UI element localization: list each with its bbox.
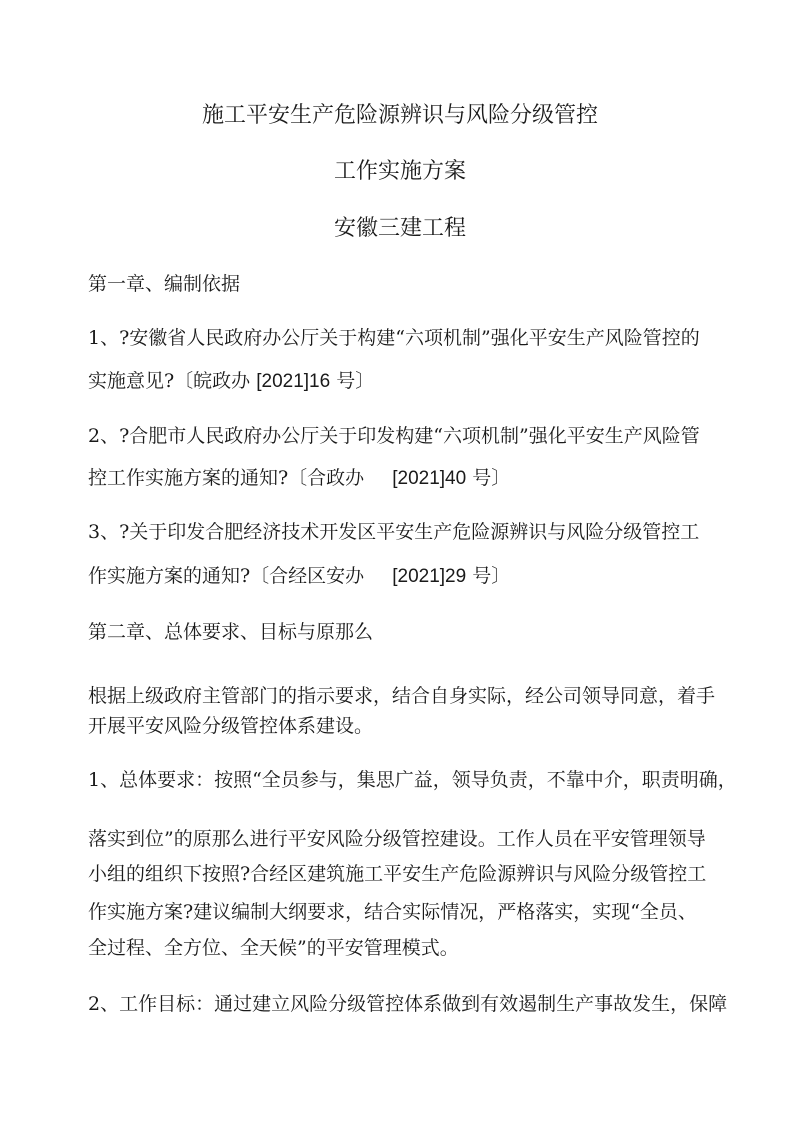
- ref2-text: 控工作实施方案的通知?〔合政办: [88, 467, 365, 489]
- ref1-suffix: 号〕: [336, 370, 375, 392]
- ref1-number: [2021]16: [256, 371, 331, 392]
- doc-title: 施工平安生产危险源辨识与风险分级管控: [201, 103, 598, 128]
- chapter2-heading: 第二章、总体要求、目标与原那么: [88, 621, 374, 643]
- requirement-line1: 1、总体要求：按照“全员参与，集思广益，领导负责，不靠中介，职责明确，: [88, 769, 737, 791]
- ref1-text: 实施意见?〔皖政办: [88, 370, 251, 392]
- ref2-number: [2021]40: [392, 468, 467, 489]
- ref2-line2: [88, 466, 510, 491]
- ref3-line2: [88, 564, 510, 589]
- ref1-line1: 1、?安徽省人民政府办公厅关于构建“六项机制”强化平安生产风险管控的: [88, 327, 700, 349]
- ref2-line1: 2、?合肥市人民政府办公厅关于印发构建“六项机制”强化平安生产风险管: [88, 425, 700, 447]
- doc-company: 安徽三建工程: [333, 216, 466, 241]
- doc-subtitle: 工作实施方案: [333, 159, 466, 184]
- ref2-suffix: 号〕: [472, 467, 511, 489]
- ref3-number: [2021]29: [392, 566, 467, 587]
- requirement-line5: 全过程、全方位、全天候”的平安管理模式。: [88, 937, 459, 959]
- requirement-line4: 作实施方案?建议编制大纲要求，结合实际情况，严格落实，实现“全员、: [88, 901, 697, 923]
- intro-line2: 开展平安风险分级管控体系建设。: [88, 715, 374, 737]
- ref3-line1: 3、?关于印发合肥经济技术开发区平安生产危险源辨识与风险分级管控工: [88, 521, 700, 543]
- goal-line1: 2、工作目标：通过建立风险分级管控体系做到有效遏制生产事故发生，保障: [88, 993, 728, 1015]
- ref1-line2: [88, 369, 374, 394]
- requirement-line2: 落实到位”的原那么进行平安风险分级管控建设。工作人员在平安管理领导: [88, 828, 706, 850]
- ref3-text: 作实施方案的通知?〔合经区安办: [88, 565, 365, 587]
- ref3-suffix: 号〕: [472, 565, 511, 587]
- chapter1-heading: 第一章、编制依据: [88, 273, 241, 295]
- requirement-line3: 小组的组织下按照?合经区建筑施工平安生产危险源辨识与风险分级管控工: [88, 863, 707, 885]
- intro-line1: 根据上级政府主管部门的指示要求，结合自身实际，经公司领导同意，着手: [88, 685, 716, 707]
